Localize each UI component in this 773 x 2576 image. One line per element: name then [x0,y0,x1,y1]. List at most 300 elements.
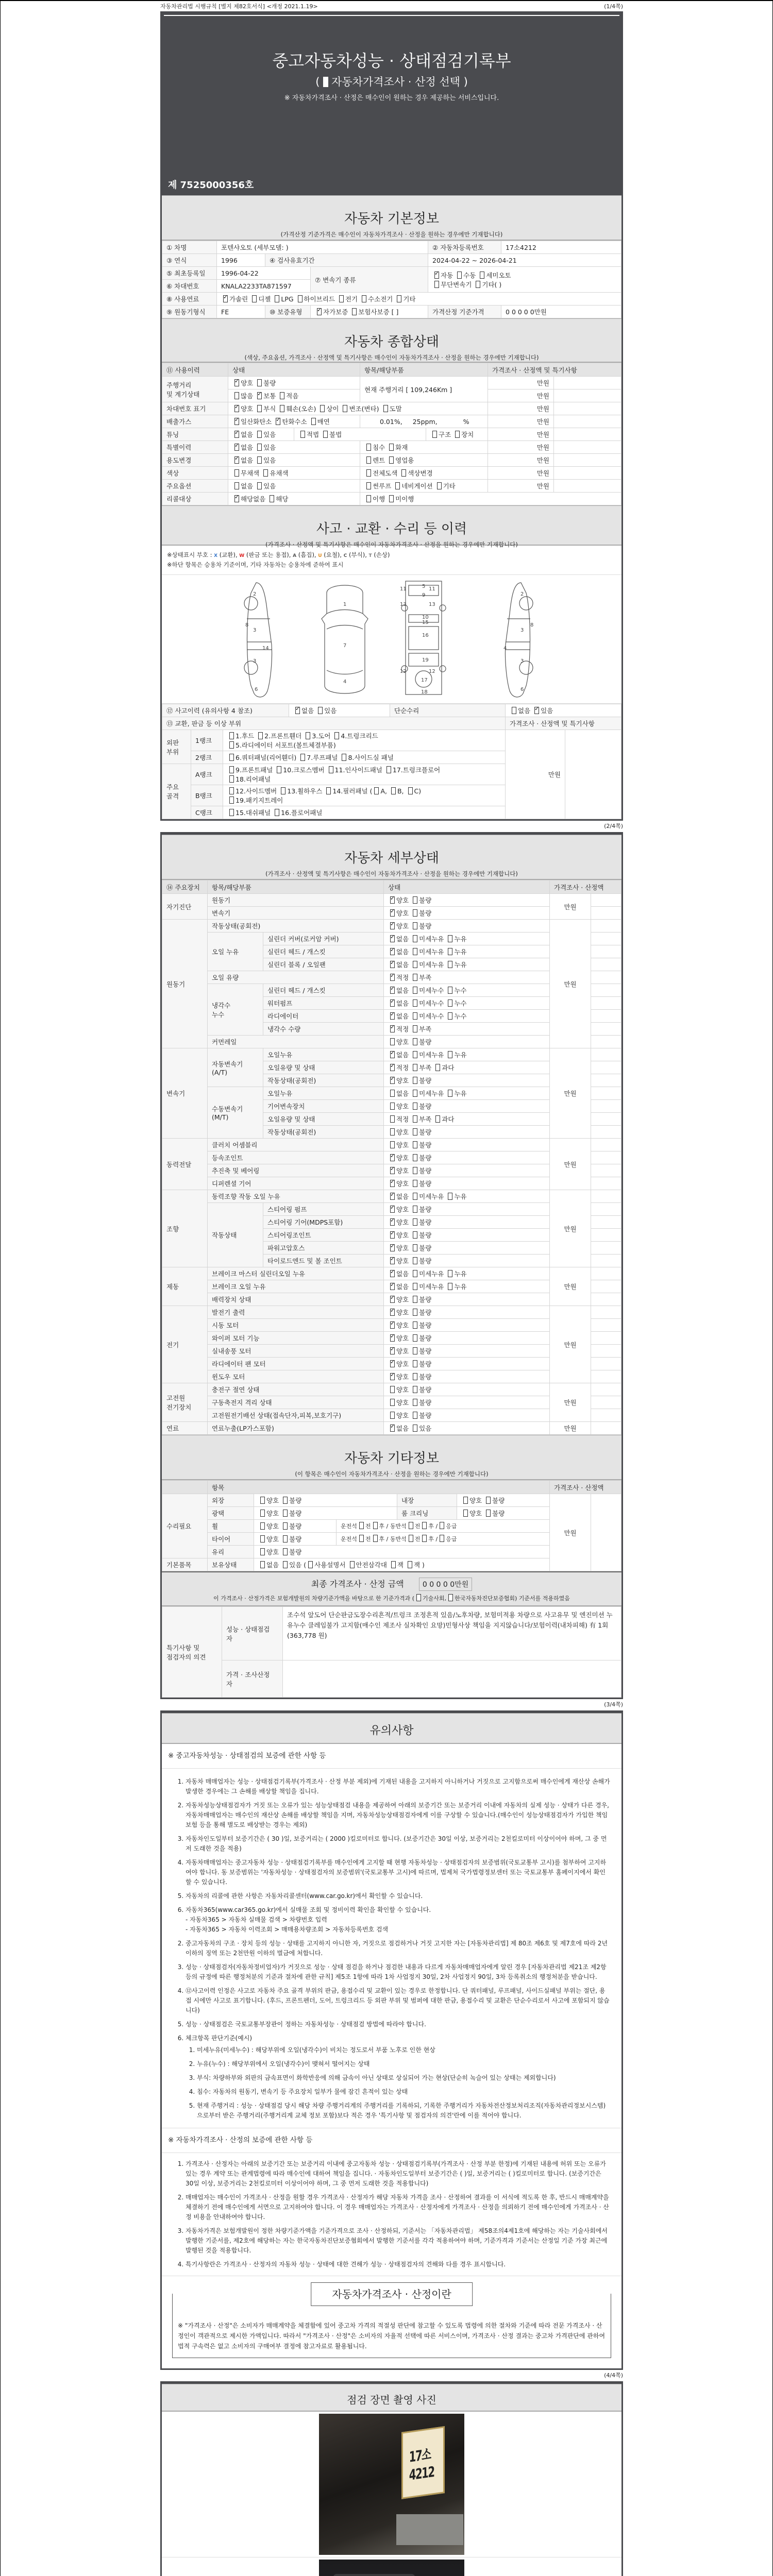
checkbox-option[interactable] [411,1025,431,1033]
checkbox-option[interactable] [411,1347,431,1355]
checkbox[interactable] [390,1283,395,1290]
checkbox[interactable] [408,1561,412,1568]
checkbox-option[interactable] [388,1334,409,1342]
checkbox[interactable] [390,1412,395,1419]
checkbox[interactable] [234,482,239,489]
checkbox[interactable] [257,431,262,438]
checkbox[interactable] [257,405,262,412]
checkbox[interactable] [234,469,239,477]
checkbox-option[interactable] [364,444,385,451]
checkbox[interactable] [534,707,539,714]
checkbox-option[interactable] [388,1399,409,1406]
checkbox[interactable] [359,1522,364,1529]
checkbox[interactable] [234,495,239,502]
checkbox[interactable] [448,1051,452,1058]
checkbox[interactable] [413,935,417,942]
checkbox-option[interactable] [388,1309,409,1316]
checkbox-option[interactable] [411,1193,444,1200]
checkbox-option[interactable] [388,1090,409,1097]
checkbox-option[interactable] [411,1154,431,1162]
checkbox-option[interactable] [321,431,342,438]
checkbox-option[interactable] [388,1193,409,1200]
checkbox-option[interactable] [298,431,319,438]
checkbox-option[interactable] [255,444,276,451]
checkbox[interactable] [366,456,371,464]
checkbox-option[interactable] [453,431,474,438]
checkbox-option[interactable] [388,1231,409,1239]
checkbox-option[interactable] [281,1497,301,1504]
checkbox[interactable] [413,1231,417,1239]
checkbox[interactable] [311,418,316,425]
checkbox[interactable] [298,295,303,302]
checkbox-option[interactable] [388,1206,409,1213]
checkbox-option[interactable] [411,1244,431,1252]
checkbox-option[interactable] [411,1180,431,1188]
checkbox[interactable] [229,741,234,749]
checkbox-option[interactable] [388,1115,409,1123]
checkbox-option[interactable] [446,1283,466,1291]
checkbox-option[interactable] [461,1510,482,1517]
checkbox[interactable] [390,1386,395,1393]
checkbox[interactable] [413,1206,417,1213]
checkbox[interactable] [234,379,239,386]
checkbox[interactable] [320,405,325,412]
checkbox[interactable] [280,392,284,399]
checkbox-option[interactable] [484,1497,505,1504]
checkbox-option[interactable] [389,787,404,795]
checkbox-option[interactable] [388,999,409,1007]
checkbox-option[interactable] [430,431,451,438]
checkbox-option[interactable] [388,1038,409,1046]
checkbox-option[interactable] [388,909,409,917]
checkbox[interactable] [283,1497,288,1504]
checkbox-option[interactable] [387,456,414,464]
checkbox[interactable] [437,482,442,489]
checkbox[interactable] [413,999,417,1007]
checkbox-option[interactable] [406,787,422,795]
checkbox-option[interactable] [446,1270,466,1278]
checkbox[interactable] [448,1193,452,1200]
checkbox[interactable] [329,766,333,773]
checkbox-option[interactable] [255,456,276,464]
checkbox[interactable] [342,754,346,761]
checkbox[interactable] [448,1283,452,1290]
checkbox[interactable] [276,418,280,425]
checkbox[interactable] [413,1334,417,1342]
checkbox[interactable] [390,1193,395,1200]
checkbox-option[interactable] [532,707,553,715]
checkbox-option[interactable] [411,961,444,969]
checkbox[interactable] [258,732,263,739]
checkbox[interactable] [413,1077,417,1084]
checkbox[interactable] [486,1497,491,1504]
checkbox-option[interactable] [411,1296,431,1303]
checkbox[interactable] [270,495,274,502]
checkbox[interactable] [275,295,279,302]
checkbox-option[interactable] [256,732,301,740]
checkbox[interactable] [413,987,417,994]
checkbox[interactable] [448,987,452,994]
checkbox-option[interactable] [411,1412,431,1419]
checkbox-option[interactable] [411,1270,444,1278]
checkbox[interactable] [413,909,417,917]
checkbox-option[interactable] [411,1012,444,1020]
checkbox-option[interactable] [446,1012,466,1020]
checkbox-option[interactable] [411,974,431,981]
checkbox[interactable] [390,999,395,1007]
checkbox[interactable] [260,1535,265,1543]
checkbox-option[interactable] [232,444,253,451]
checkbox-option[interactable] [388,1244,409,1252]
checkbox[interactable] [383,405,388,412]
checkbox-option[interactable] [364,456,385,464]
checkbox-option[interactable] [388,1180,409,1188]
checkbox[interactable] [390,987,395,994]
checkbox-option[interactable] [258,1522,279,1530]
checkbox-option[interactable] [258,1535,279,1543]
checkbox[interactable] [455,431,460,438]
checkbox[interactable] [390,1090,395,1097]
checkbox-option[interactable] [484,1510,505,1517]
checkbox-option[interactable] [411,999,444,1007]
checkbox-option[interactable] [273,809,322,817]
checkbox[interactable] [390,1321,395,1329]
checkbox-option[interactable] [388,1425,409,1432]
checkbox-option[interactable] [258,1561,279,1569]
checkbox[interactable] [463,1510,468,1517]
checkbox[interactable] [308,1561,313,1568]
checkbox-option[interactable] [388,1296,409,1303]
checkbox-option[interactable] [227,796,283,804]
checkbox[interactable] [229,766,234,773]
checkbox[interactable] [234,418,239,425]
checkbox-option[interactable] [432,281,472,289]
checkbox[interactable] [440,1522,444,1529]
checkbox[interactable] [413,1051,417,1058]
checkbox-option[interactable] [232,431,253,438]
checkbox-option[interactable] [446,999,466,1007]
checkbox-option[interactable] [388,1012,409,1020]
checkbox-option[interactable] [388,1270,409,1278]
checkbox[interactable] [413,1399,417,1406]
checkbox-option[interactable] [324,787,372,795]
checkbox[interactable] [317,308,322,315]
checkbox[interactable] [283,1510,288,1517]
checkbox[interactable] [457,272,462,279]
checkbox-option[interactable] [411,909,431,917]
checkbox[interactable] [391,1561,396,1568]
checkbox-option[interactable] [461,1497,482,1504]
checkbox[interactable] [391,787,396,794]
checkbox-option[interactable] [435,482,456,490]
checkbox[interactable] [463,1497,468,1504]
checkbox-option[interactable] [232,469,259,477]
checkbox-option[interactable] [381,405,402,413]
checkbox[interactable] [390,1167,395,1174]
checkbox[interactable] [401,469,406,477]
checkbox-option[interactable] [261,469,288,477]
checkbox[interactable] [229,775,234,783]
checkbox[interactable] [234,392,239,399]
checkbox-option[interactable] [232,392,253,400]
checkbox[interactable] [234,431,239,438]
checkbox[interactable] [408,787,413,794]
checkbox-option[interactable] [388,1283,409,1291]
checkbox[interactable] [260,1548,265,1555]
checkbox[interactable] [323,431,328,438]
checkbox-option[interactable] [316,707,337,715]
checkbox-option[interactable] [388,1128,409,1136]
checkbox[interactable] [234,405,239,412]
checkbox-option[interactable] [411,1051,444,1059]
checkbox[interactable] [413,1412,417,1419]
checkbox-option[interactable] [281,1522,301,1530]
checkbox-option[interactable] [350,308,389,316]
checkbox-option[interactable] [232,456,253,464]
checkbox-option[interactable] [393,482,432,490]
checkbox-option[interactable] [337,295,358,303]
checkbox-option[interactable] [411,1309,431,1316]
checkbox[interactable] [281,787,285,794]
checkbox[interactable] [409,1535,413,1542]
checkbox[interactable] [434,281,439,288]
checkbox[interactable] [223,295,228,302]
checkbox[interactable] [413,1218,417,1226]
checkbox[interactable] [413,1257,417,1264]
checkbox-option[interactable] [411,896,431,904]
checkbox[interactable] [390,909,395,917]
checkbox[interactable] [280,405,284,412]
checkbox-option[interactable] [332,732,378,740]
checkbox-option[interactable] [433,1115,454,1123]
checkbox[interactable] [390,1296,395,1303]
checkbox[interactable] [390,1425,395,1432]
checkbox-option[interactable] [411,1167,431,1175]
checkbox[interactable] [352,308,357,315]
checkbox-option[interactable] [388,1386,409,1394]
checkbox-option[interactable] [389,1561,404,1569]
checkbox-option[interactable] [364,469,397,477]
checkbox-option[interactable] [227,741,336,749]
checkbox-option[interactable] [387,444,408,451]
checkbox[interactable] [413,1347,417,1354]
checkbox[interactable] [413,1090,417,1097]
checkbox[interactable] [389,495,394,502]
checkbox[interactable] [422,1535,427,1542]
checkbox[interactable] [318,707,323,714]
checkbox-option[interactable] [232,418,272,426]
checkbox-option[interactable] [411,1206,431,1213]
checkbox-option[interactable] [348,1561,387,1569]
checkbox[interactable] [390,974,395,981]
checkbox-option[interactable] [446,961,466,969]
checkbox-option[interactable] [388,1360,409,1368]
checkbox-option[interactable] [232,379,253,387]
checkbox-option[interactable] [388,922,409,930]
checkbox-option[interactable] [372,787,387,795]
checkbox[interactable] [390,1309,395,1316]
checkbox-option[interactable] [255,379,276,387]
checkbox[interactable] [326,787,331,794]
checkbox-option[interactable] [340,754,393,761]
checkbox-option[interactable] [227,809,271,817]
checkbox-option[interactable] [446,1051,466,1059]
checkbox-option[interactable] [388,1154,409,1162]
checkbox-option[interactable] [411,1373,431,1381]
checkbox[interactable] [260,1510,265,1517]
checkbox-option[interactable] [298,754,338,761]
checkbox-option[interactable] [478,272,511,279]
checkbox[interactable] [366,444,371,451]
checkbox[interactable] [389,456,394,464]
checkbox[interactable] [413,922,417,929]
checkbox[interactable] [413,1180,417,1187]
checkbox[interactable] [283,1522,288,1530]
checkbox-option[interactable] [296,295,335,303]
checkbox-option[interactable] [446,1090,466,1097]
checkbox[interactable] [413,1270,417,1277]
checkbox-option[interactable] [304,732,330,740]
checkbox[interactable] [260,1561,265,1568]
checkbox[interactable] [413,1193,417,1200]
checkbox-option[interactable] [388,1077,409,1084]
checkbox[interactable] [229,787,234,794]
checkbox[interactable] [395,482,400,489]
checkbox[interactable] [432,431,437,438]
checkbox-option[interactable] [411,1064,431,1072]
checkbox-option[interactable] [411,1038,431,1046]
checkbox[interactable] [283,1535,288,1543]
checkbox[interactable] [257,482,262,489]
checkbox[interactable] [373,1535,378,1542]
engineer-society-checkbox[interactable] [416,1594,421,1601]
checkbox[interactable] [277,766,281,773]
checkbox-option[interactable] [411,1077,431,1084]
checkbox-option[interactable] [318,405,339,413]
checkbox[interactable] [283,1548,288,1555]
checkbox-option[interactable] [411,1090,444,1097]
checkbox-option[interactable] [411,1218,431,1226]
checkbox[interactable] [300,754,305,761]
checkbox[interactable] [413,896,417,904]
checkbox[interactable] [390,1077,395,1084]
checkbox-option[interactable] [411,1283,444,1291]
checkbox[interactable] [257,444,262,451]
checkbox[interactable] [390,1115,395,1123]
checkbox[interactable] [390,1218,395,1226]
checkbox[interactable] [422,1522,427,1529]
checkbox[interactable] [413,1373,417,1380]
checkbox[interactable] [373,1522,378,1529]
checkbox-option[interactable] [432,272,453,279]
checkbox-option[interactable] [411,922,431,930]
checkbox[interactable] [413,1115,417,1123]
checkbox[interactable] [263,469,268,477]
checkbox-option[interactable] [411,1360,431,1368]
checkbox-option[interactable] [455,272,476,279]
checkbox[interactable] [260,1522,265,1530]
checkbox-option[interactable] [273,295,293,303]
checkbox[interactable] [397,295,401,302]
checkbox[interactable] [390,1257,395,1264]
checkbox-option[interactable] [388,1167,409,1175]
checkbox[interactable] [390,896,395,904]
checkbox[interactable] [390,1373,395,1380]
checkbox-option[interactable] [388,961,409,969]
checkbox-option[interactable] [255,482,276,490]
checkbox-option[interactable] [278,392,298,400]
checkbox[interactable] [362,295,366,302]
checkbox[interactable] [413,974,417,981]
checkbox-option[interactable] [388,1051,409,1059]
checkbox[interactable] [448,961,452,968]
checkbox[interactable] [343,405,347,412]
checkbox-option[interactable] [227,766,273,774]
checkbox[interactable] [229,796,234,804]
checkbox[interactable] [434,272,439,279]
checkbox[interactable] [448,999,452,1007]
checkbox[interactable] [229,732,234,739]
checkbox-option[interactable] [411,1257,431,1265]
checkbox-option[interactable] [388,1347,409,1355]
checkbox-option[interactable] [411,1399,431,1406]
checkbox[interactable] [390,1025,395,1032]
checkbox[interactable] [390,935,395,942]
checkbox-option[interactable] [411,1128,431,1136]
checkbox[interactable] [306,732,310,739]
checkbox-option[interactable] [293,707,314,715]
checkbox-option[interactable] [267,495,288,503]
checkbox-option[interactable] [388,1064,409,1072]
checkbox[interactable] [257,456,262,464]
checkbox[interactable] [300,431,305,438]
checkbox[interactable] [390,1270,395,1277]
checkbox-option[interactable] [411,1334,431,1342]
checkbox-option[interactable] [364,482,391,490]
checkbox-option[interactable] [281,1510,301,1517]
checkbox[interactable] [390,1141,395,1148]
checkbox[interactable] [390,922,395,929]
checkbox-option[interactable] [388,974,409,981]
checkbox-option[interactable] [433,1064,454,1072]
checkbox-option[interactable] [232,405,253,413]
checkbox-option[interactable] [309,418,330,426]
checkbox-option[interactable] [388,948,409,956]
checkbox[interactable] [390,961,395,968]
checkbox[interactable] [413,948,417,955]
checkbox-option[interactable] [315,308,348,316]
checkbox[interactable] [252,295,257,302]
checkbox-option[interactable] [388,1141,409,1149]
checkbox-option[interactable] [306,1561,345,1569]
checkbox-option[interactable] [384,766,440,774]
checkbox[interactable] [374,787,379,794]
checkbox-option[interactable] [327,766,382,774]
checkbox[interactable] [334,732,339,739]
checkbox[interactable] [366,469,371,477]
checkbox-option[interactable] [395,295,415,303]
checkbox-option[interactable] [221,295,248,303]
checkbox[interactable] [390,1244,395,1251]
association-checkbox[interactable] [448,1594,453,1601]
checkbox-option[interactable] [411,987,444,994]
checkbox-option[interactable] [255,392,276,400]
checkbox[interactable] [390,1347,395,1354]
checkbox[interactable] [366,495,371,502]
checkbox[interactable] [413,1012,417,1020]
checkbox[interactable] [413,1296,417,1303]
checkbox-option[interactable] [388,1103,409,1110]
